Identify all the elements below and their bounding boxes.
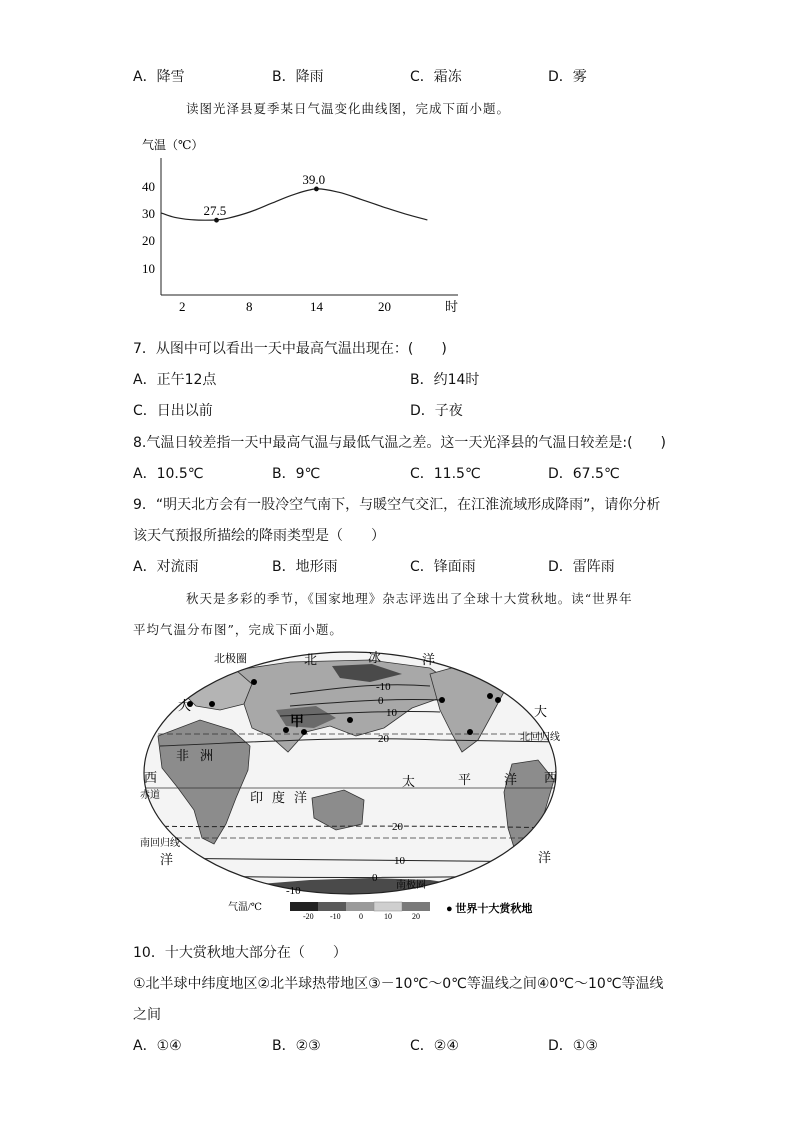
q7-option-a: A．正午12点 [133,372,217,388]
q7-stem: 7．从图中可以看出一天中最高气温出现在：( ) [133,341,447,357]
label-tropic-n: 北回归线 [520,732,560,743]
label-north-pole-circle: 北极圈 [214,653,247,665]
legend-tick: -20 [303,912,314,920]
label-jia: 甲 [290,715,304,730]
temperature-chart [140,130,470,320]
legend-tick: 0 [359,912,363,920]
label-north: 北 [304,652,318,667]
max-point [314,187,319,192]
q8-stem: 8.气温日较差指一天中最高气温与最低气温之差。这一天光泽县的气温日较差是:( ) [133,435,666,451]
q6-option-c: C．霜冻 [410,69,462,85]
q9-option-a: A．对流雨 [133,559,199,575]
q9-option-b: B．地形雨 [272,559,338,575]
autumn-spot [487,693,493,699]
label-south-pole-circle: 南极圈 [396,880,426,891]
autumn-spot [209,701,215,707]
label-africa-2: 洲 [200,748,214,763]
autumn-spot [439,697,445,703]
intro-2-line2: 平均气温分布图”，完成下面小题。 [133,622,343,637]
legend-swatch-5 [402,902,430,911]
q9-stem-line1: 9．“明天北方会有一股冷空气南下，与暖空气交汇，在江淮流域形成降雨”，请你分析 [133,497,661,513]
ytick-40: 40 [142,179,155,194]
ytick-30: 30 [142,206,155,221]
greenland-shape [460,652,508,670]
label-ocean-se: 洋 [538,850,552,865]
q10-option-c: C．②④ [410,1038,459,1054]
xtick-8: 8 [246,299,253,314]
isotherm-label-s-0: 0 [372,872,378,884]
label-ocean-north: 洋 [422,652,436,667]
legend-autumn-spot: ● 世界十大赏秋地 [446,903,533,915]
isotherm-label-n-20: 20 [378,733,389,745]
autumn-spot [347,717,353,723]
q10-line3: 之间 [133,1007,161,1023]
world-temperature-map [140,648,560,920]
isotherm-label-n-0: 0 [378,695,384,707]
ytick-20: 20 [142,233,155,248]
legend-tick: 10 [384,912,392,920]
label-ocean-sw: 洋 [160,852,174,867]
q7-option-d: D．子夜 [410,403,463,419]
isotherm-label-n-10b: 10 [386,707,397,719]
q8-option-a: A．10.5℃ [133,466,204,482]
legend-swatch-2 [318,902,346,911]
intro-1: 读图光泽县夏季某日气温变化曲线图，完成下面小题。 [186,101,511,116]
chart-ylabel: 气温（℃） [142,138,204,152]
ytick-10: 10 [142,261,155,276]
autumn-spot [283,727,289,733]
label-taiping-3: 洋 [504,772,518,787]
min-temp-label: 27.5 [203,203,227,219]
temperature-line [161,189,427,220]
label-indian-1: 印 [250,790,264,805]
q10-stem: 10．十大赏秋地大部分在（ ） [133,945,347,961]
label-equator: 赤道 [140,790,160,801]
label-xi-left: 西 [144,770,158,785]
label-tropic-s: 南回归线 [140,838,180,849]
q10-option-d: D．①③ [548,1038,598,1054]
x-unit-label: 时 [445,299,459,314]
xtick-20: 20 [378,299,391,314]
q6-option-d: D．雾 [548,69,587,85]
label-indian-2: 度 [272,790,286,805]
isotherm-label-n-10: -10 [376,681,391,693]
min-point [214,218,219,223]
autumn-spot [251,679,257,685]
xtick-2: 2 [179,299,186,314]
isotherm-label-s-10b: -10 [286,885,301,897]
q8-option-b: B．9℃ [272,466,321,482]
q8-option-c: C．11.5℃ [410,466,481,482]
xtick-14: 14 [310,299,323,314]
label-ice: 冰 [368,650,382,665]
label-taiping-2: 平 [458,772,472,787]
intro-2-line1: 秋天是多彩的季节，《国家地理》杂志评选出了全球十大赏秋地。读“世界年 [186,591,633,606]
isotherm-label-s-10: 10 [394,855,405,867]
legend-swatch-3 [346,902,374,911]
label-taiping-1: 太 [402,774,416,789]
q9-option-d: D．雷阵雨 [548,559,615,575]
q6-option-a: A．降雪 [133,69,185,85]
isotherm-label-s-20: 20 [392,821,403,833]
autumn-spot [495,697,501,703]
label-da-left: 大 [178,698,192,713]
label-xi-right: 西 [544,770,558,785]
max-temp-label: 39.0 [302,171,326,187]
q7-option-c: C．日出以前 [133,403,213,419]
label-da-right: 大 [534,704,548,719]
autumn-spot [467,729,473,735]
legend-title: 气温/℃ [228,902,262,913]
q8-option-d: D．67.5℃ [548,466,620,482]
legend-swatch-1 [290,902,318,911]
legend-tick: -10 [330,912,341,920]
q9-stem-line2: 该天气预报所描绘的降雨类型是（ ） [133,528,385,544]
q10-option-b: B．②③ [272,1038,321,1054]
q10-line2: ①北半球中纬度地区②北半球热带地区③－10℃～0℃等温线之间④0℃～10℃等温线 [133,976,664,992]
q7-option-b: B．约14时 [410,372,480,388]
q9-option-c: C．锋面雨 [410,559,476,575]
q10-option-a: A．①④ [133,1038,182,1054]
q6-option-b: B．降雨 [272,69,324,85]
legend-swatch-4 [374,902,402,911]
label-indian-3: 洋 [294,790,308,805]
legend-tick: 20 [412,912,420,920]
label-africa-1: 非 [176,748,190,763]
